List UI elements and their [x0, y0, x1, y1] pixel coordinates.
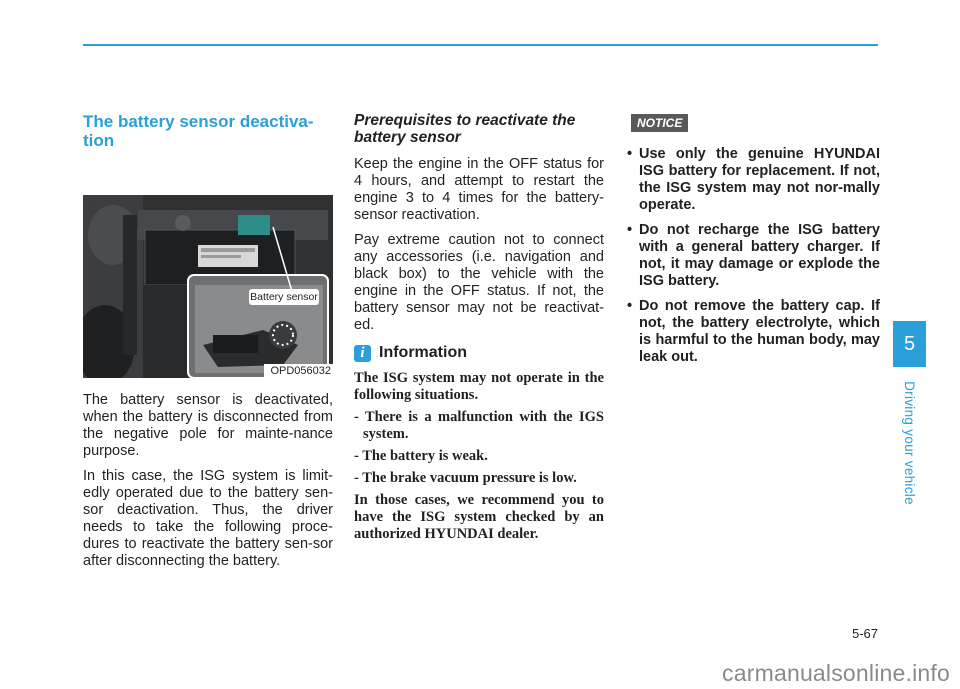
chapter-number-tab: 5 — [893, 321, 926, 367]
paragraph: In this case, the ISG system is limit-edly operated due to the battery sen-sor deactivation. Thus, the driver needs to take the following proce-dures to reactivate the battery sen-sor after disconnecting the battery. — [83, 468, 333, 569]
left-column — [83, 112, 333, 578]
paragraph: Pay extreme caution not to connect any accessories (i.e. navigation and black box) to the vehicle with the engine in the OFF status. If not, the battery sensor may not be reactivat-ed. — [354, 232, 604, 333]
information-title: Information — [379, 344, 467, 361]
watermark: carmanualsonline.info — [722, 660, 950, 686]
paragraph: The battery sensor is deactivated, when the battery is disconnected from the negative pole for mainte-nance purpose. — [83, 392, 333, 459]
information-header — [354, 344, 604, 362]
battery-sensor-callout: Battery sensor — [250, 291, 318, 303]
engine-bay-photo — [83, 195, 333, 378]
information-intro: The ISG system may not operate in the following situations. — [354, 370, 604, 403]
information-item: - The battery is weak. — [354, 448, 488, 464]
subsection-heading-prerequisites: Prerequisites to reactivate the battery sensor — [354, 112, 576, 146]
notice-badge: NOTICE — [631, 114, 688, 132]
figure-code: OPD056032 — [264, 364, 333, 378]
section-heading-battery-sensor-deactivation: The battery sensor deactiva- tion — [83, 112, 314, 150]
chapter-title: Driving your vehicle — [902, 381, 917, 505]
information-item: - There is a malfunction with the IGS system. — [354, 409, 604, 442]
page-number: 5-67 — [851, 626, 878, 641]
information-outro: In those cases, we recommend you to have the ISG system checked by an authorized HYUNDAI dealer. — [354, 492, 604, 542]
paragraph: Keep the engine in the OFF status for 4 hours, and attempt to restart the engine 3 to 4 times for the battery-sensor reactivation. — [354, 156, 604, 223]
middle-column — [354, 112, 604, 548]
info-icon: i — [354, 345, 371, 362]
right-column — [625, 112, 880, 374]
notice-item: • Use only the genuine HYUNDAI ISG battery for replacement. If not, the ISG system may not nor-mally operate. — [625, 146, 880, 214]
top-rule — [83, 44, 878, 46]
notice-item: • Do not recharge the ISG battery with a general battery charger. If not, it may damage or explode the ISG battery. — [625, 222, 880, 290]
information-item: - The brake vacuum pressure is low. — [354, 470, 577, 486]
notice-list — [625, 146, 880, 366]
battery-sensor-figure — [83, 195, 333, 378]
notice-item: • Do not remove the battery cap. If not, the battery electrolyte, which is harmful to the human body, may leak out. — [625, 298, 880, 366]
